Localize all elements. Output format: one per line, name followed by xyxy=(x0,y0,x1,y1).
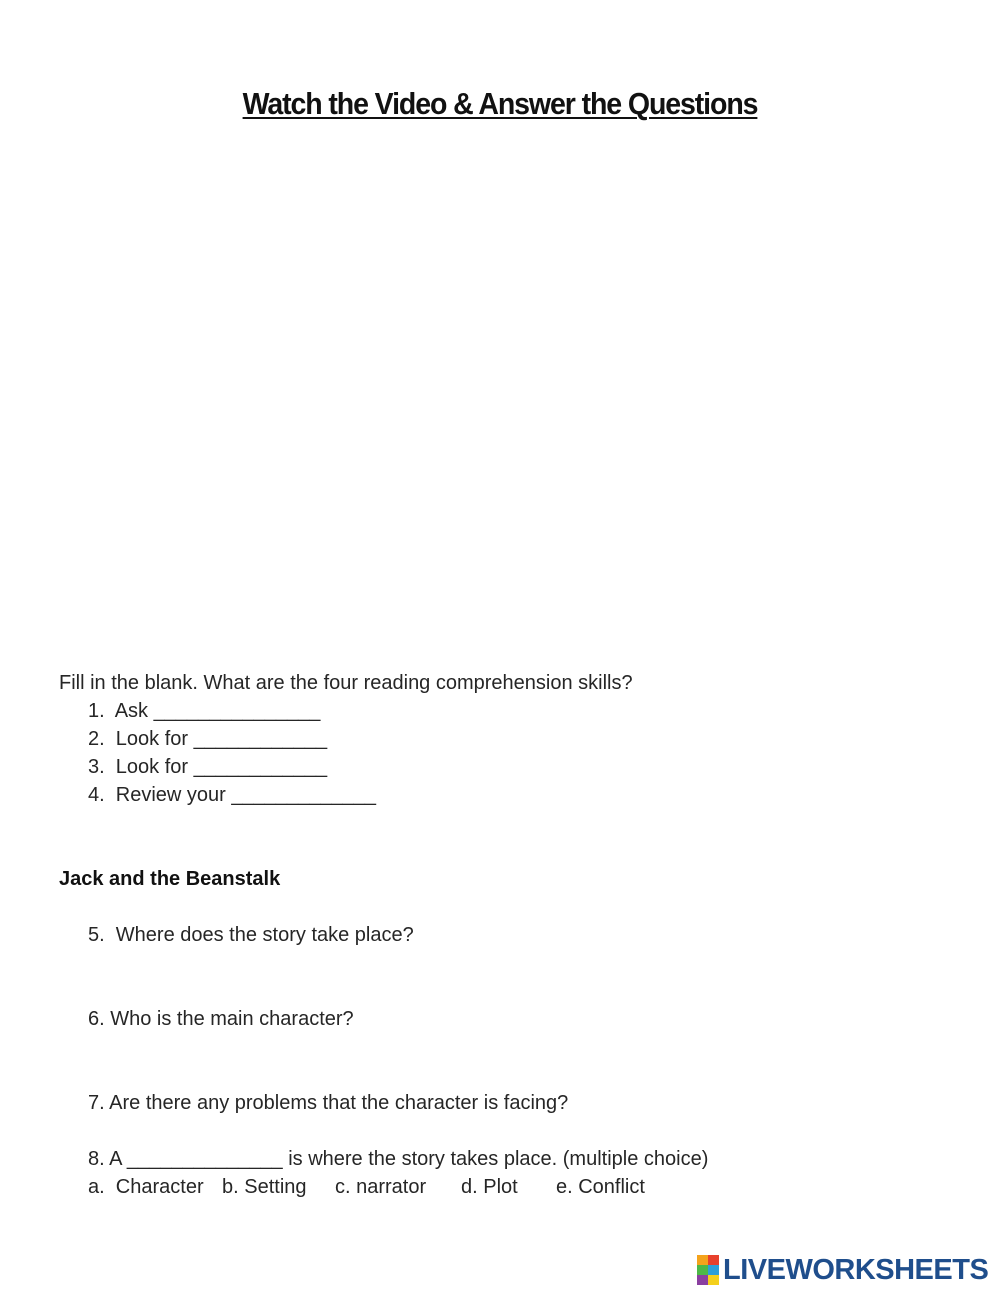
question-7: 7. Are there any problems that the character is facing? xyxy=(88,1092,569,1114)
logo-text: LIVEWORKSHEETS xyxy=(723,1253,989,1286)
fill-in-prompt: Fill in the blank. What are the four reading comprehension skills? xyxy=(59,672,633,694)
list-item: 3. Look for ____________ xyxy=(88,756,328,778)
question-5: 5. Where does the story take place? xyxy=(88,924,414,946)
logo-block xyxy=(697,1255,708,1265)
list-item: 1. Ask _______________ xyxy=(88,700,321,722)
logo-block xyxy=(708,1275,719,1285)
choice-e: e. Conflict xyxy=(556,1176,645,1198)
logo-blocks-icon xyxy=(697,1255,719,1285)
choice-c: c. narrator xyxy=(335,1176,427,1198)
section-heading: Jack and the Beanstalk xyxy=(59,868,281,890)
logo-block xyxy=(708,1265,719,1275)
choice-d: d. Plot xyxy=(461,1176,518,1198)
choice-b: b. Setting xyxy=(222,1176,307,1198)
page-title: Watch the Video & Answer the Questions xyxy=(242,86,758,121)
list-item: 4. Review your _____________ xyxy=(88,784,376,806)
question-6: 6. Who is the main character? xyxy=(88,1008,354,1030)
liveworksheets-logo xyxy=(697,1253,988,1287)
logo-block xyxy=(697,1265,708,1275)
logo-block xyxy=(697,1275,708,1285)
choice-a: a. Character xyxy=(88,1176,204,1198)
logo-block xyxy=(708,1255,719,1265)
question-8: 8. A ______________ is where the story takes place. (multiple choice) xyxy=(88,1148,709,1170)
list-item: 2. Look for ____________ xyxy=(88,728,328,750)
